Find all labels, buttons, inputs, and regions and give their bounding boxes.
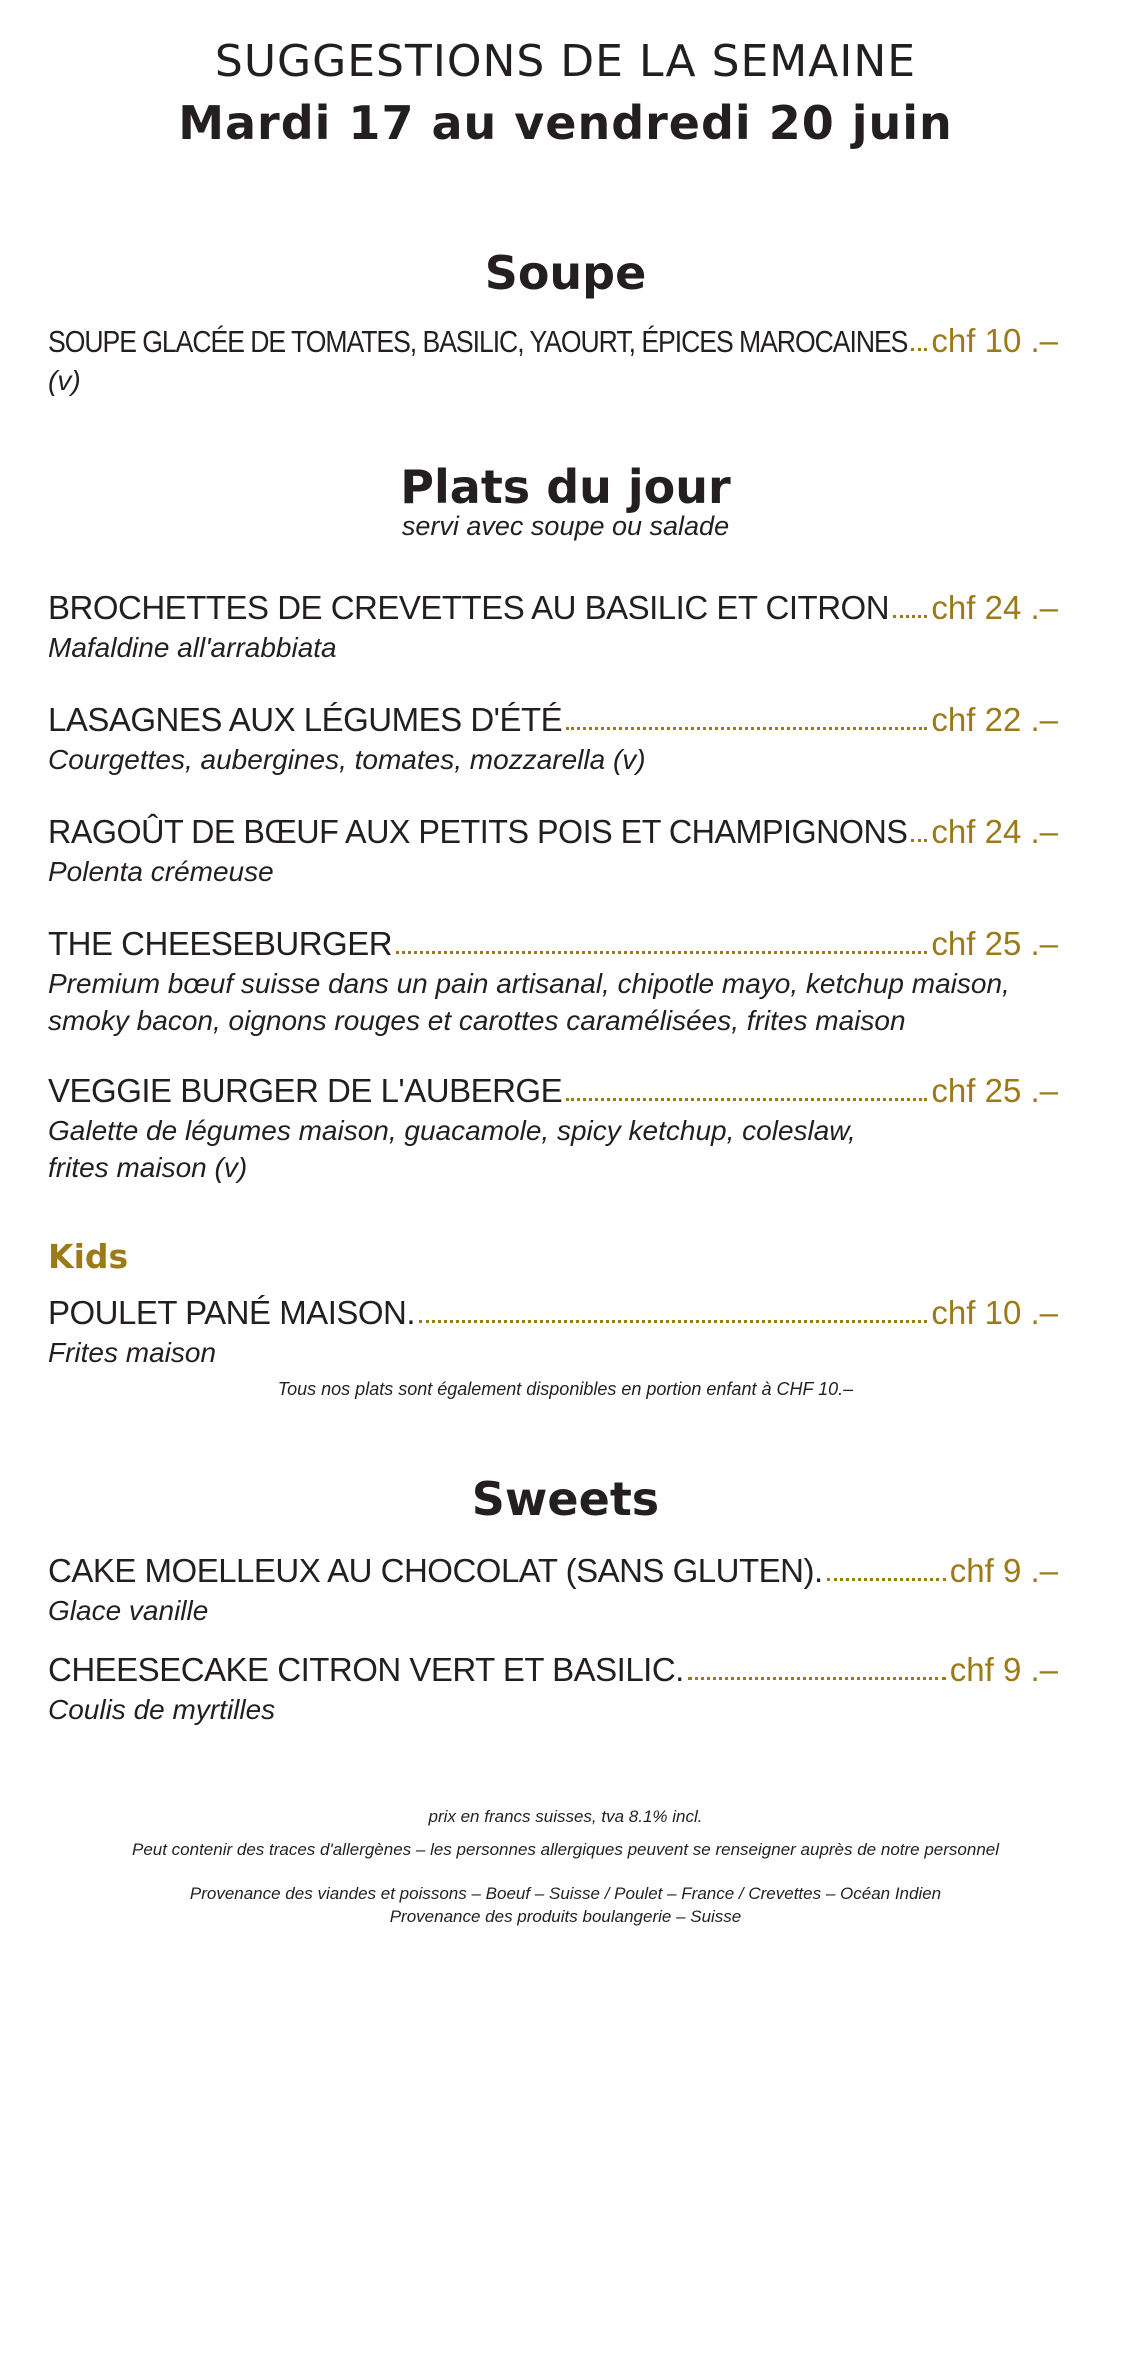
menu-item-price: chf 22 .–	[931, 701, 1058, 738]
menu-item-description: Mafaldine all'arrabbiata	[48, 632, 337, 663]
menu-item-name: BROCHETTES DE CREVETTES AU BASILIC ET CITRON	[48, 589, 890, 626]
menu-item-name: RAGOÛT DE BŒUF AUX PETITS POIS ET CHAMPIGNONS	[48, 813, 908, 850]
menu-item-name: THE CHEESEBURGER	[48, 925, 393, 962]
provenance-bakery-note: Provenance des produits boulangerie – Suisse	[389, 1907, 742, 1926]
menu-item-name: CHEESECAKE CITRON VERT ET BASILIC.	[48, 1651, 684, 1688]
menu-item-price: chf 9 .–	[949, 1651, 1058, 1688]
section-title-sweets: Sweets	[471, 1472, 660, 1526]
dot-leader	[911, 348, 927, 351]
menu-item	[48, 923, 1058, 1039]
provenance-meat-note: Provenance des viandes et poissons – Boeuf – Suisse / Poulet – France / Crevettes – Océan Indien	[189, 1884, 942, 1903]
menu-date-range: Mardi 17 au vendredi 20 juin	[178, 96, 953, 150]
menu-item	[48, 1292, 1058, 1371]
dot-leader	[419, 1320, 927, 1323]
menu-item-name: CAKE MOELLEUX AU CHOCOLAT (SANS GLUTEN).	[48, 1552, 823, 1589]
menu-item-price: chf 24 .–	[931, 589, 1058, 626]
menu-item	[48, 1070, 1058, 1186]
menu-item-price: chf 25 .–	[931, 925, 1058, 962]
menu-item-description: Premium bœuf suisse dans un pain artisanal, chipotle mayo, ketchup maison, smoky bacon, oignons rouges et carottes caramélisées, frites maison	[48, 968, 1010, 1036]
menu-item-name: LASAGNES AUX LÉGUMES D'ÉTÉ	[48, 701, 563, 738]
menu-heading: SUGGESTIONS DE LA SEMAINE	[214, 36, 917, 87]
menu-item	[48, 320, 1058, 399]
menu-item	[48, 1550, 1058, 1629]
menu-item-name: SOUPE GLACÉE DE TOMATES, BASILIC, YAOURT, ÉPICES MAROCAINES	[48, 324, 908, 359]
dot-leader	[396, 951, 927, 954]
dot-leader	[911, 839, 927, 842]
section-subtitle-plats: servi avec soupe ou salade	[401, 511, 730, 541]
menu-item-name: POULET PANÉ MAISON.	[48, 1294, 416, 1331]
price-tva-note: prix en francs suisses, tva 8.1% incl.	[428, 1807, 703, 1826]
menu-item	[48, 699, 1058, 778]
menu-item-description: Galette de légumes maison, guacamole, spicy ketchup, coleslaw, frites maison (v)	[48, 1115, 856, 1183]
dot-leader	[688, 1677, 946, 1680]
menu-item-description: Frites maison	[48, 1337, 217, 1368]
kids-portion-note: Tous nos plats sont également disponibles en portion enfant à CHF 10.–	[277, 1379, 854, 1399]
menu-item-price: chf 25 .–	[931, 1072, 1058, 1109]
dot-leader	[893, 615, 927, 618]
menu-item-description: Coulis de myrtilles	[48, 1694, 276, 1725]
section-title-soupe: Soupe	[484, 246, 647, 300]
menu-item-price: chf 10 .–	[931, 322, 1058, 359]
allergen-note: Peut contenir des traces d'allergènes – les personnes allergiques peuvent se renseigner auprès de notre personnel	[131, 1840, 1000, 1859]
dot-leader	[566, 727, 927, 730]
menu-item	[48, 1649, 1058, 1728]
menu-item-price: chf 24 .–	[931, 813, 1058, 850]
menu-item-description: Polenta crémeuse	[48, 856, 274, 887]
menu-item	[48, 587, 1058, 666]
menu-item	[48, 811, 1058, 890]
menu-item-price: chf 10 .–	[931, 1294, 1058, 1331]
menu-item-name: VEGGIE BURGER DE L'AUBERGE	[48, 1072, 563, 1109]
section-title-plats: Plats du jour	[400, 460, 731, 514]
section-title-kids: Kids	[48, 1237, 129, 1276]
menu-item-description: (v)	[48, 365, 81, 396]
menu-item-price: chf 9 .–	[949, 1552, 1058, 1589]
menu-item-description: Courgettes, aubergines, tomates, mozzarella (v)	[48, 744, 646, 775]
dot-leader	[827, 1578, 946, 1581]
menu-item-description: Glace vanille	[48, 1595, 209, 1626]
dot-leader	[566, 1098, 927, 1101]
